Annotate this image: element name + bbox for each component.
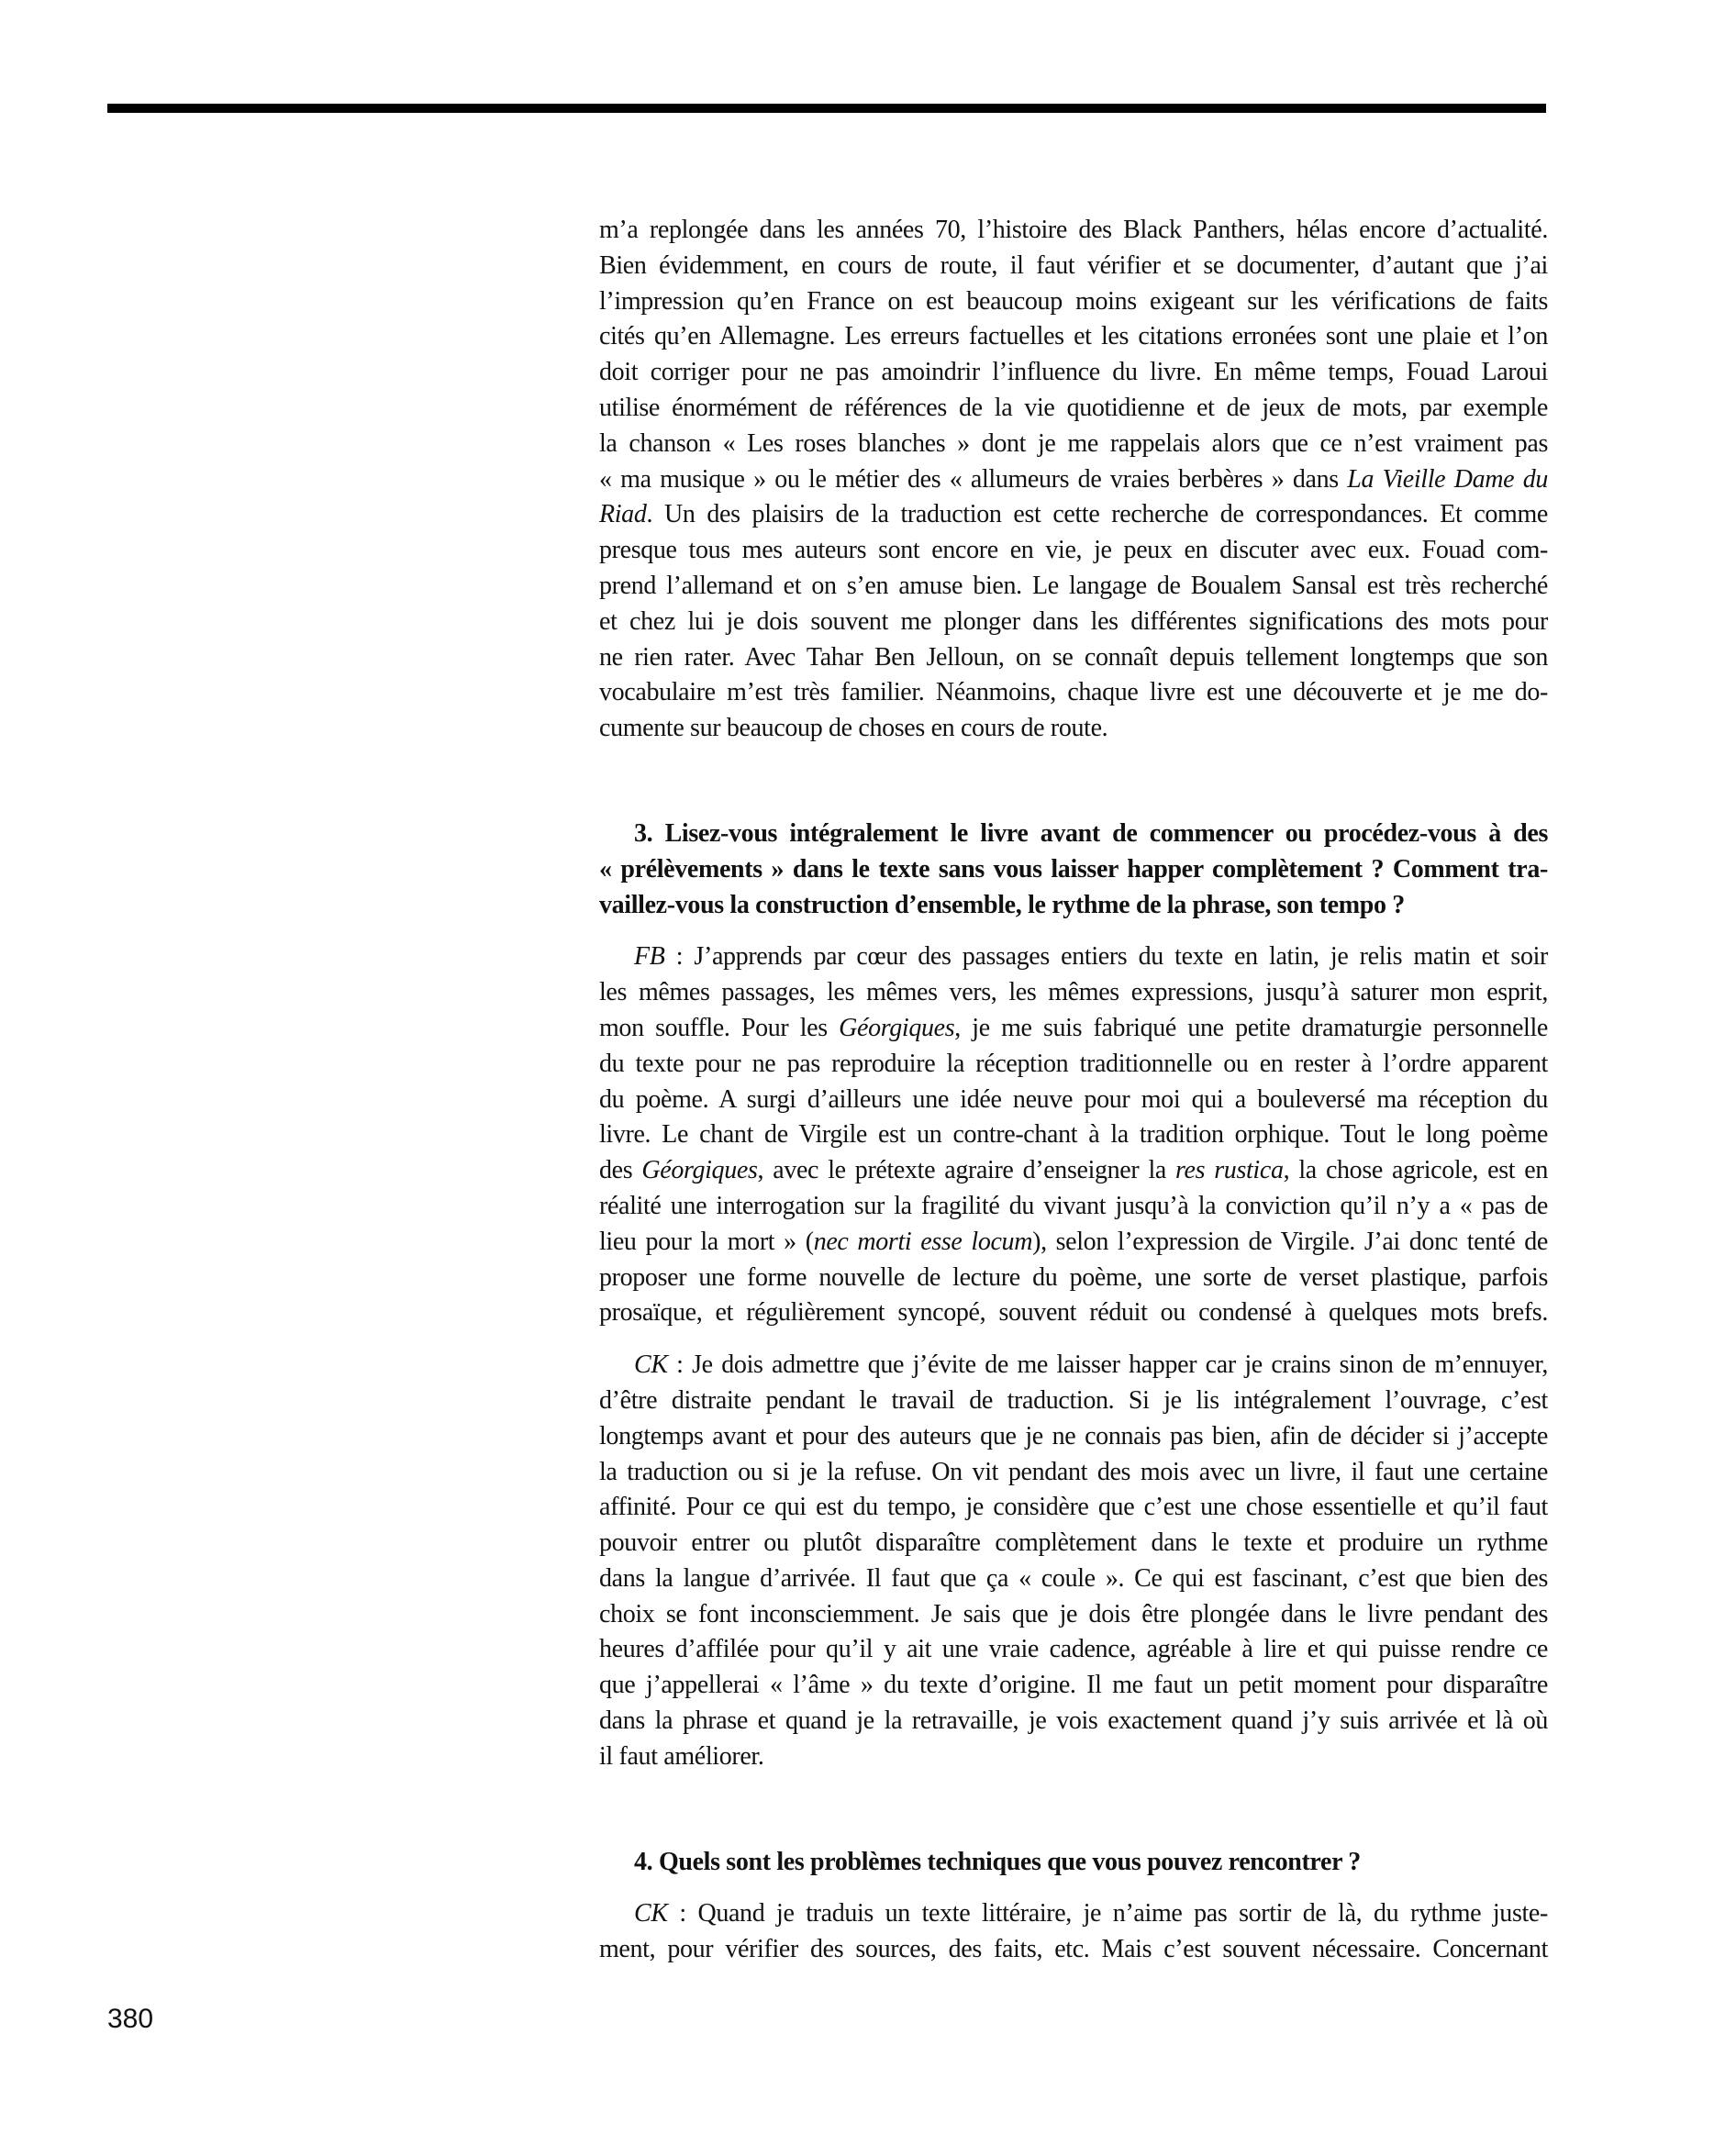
text-line [599, 1668, 1548, 1704]
italic-text: res rustica [1175, 1156, 1284, 1185]
italic-text: Riad [599, 500, 647, 529]
header-rule [107, 104, 1546, 113]
body-text: presque tous mes auteurs sont encore en vie, je peux en discuter avec eux. Fouad com- [599, 536, 1548, 565]
italic-text: Géorgiques [839, 1013, 955, 1042]
text-line [599, 1632, 1548, 1668]
italic-text: FB [634, 942, 665, 972]
text-line [599, 817, 1548, 852]
text-line [599, 1455, 1548, 1491]
paragraph [599, 213, 1548, 747]
text-line [599, 497, 1548, 533]
body-text: , la chose agricole, est en [1283, 1156, 1548, 1185]
body-text: prosaïque, et régulièrement syncopé, souvent réduit ou condensé à quelques mots brefs. [599, 1298, 1548, 1328]
body-text: vaillez-vous la construction d’ensemble, le rythme de la phrase, son tempo ? [599, 890, 1405, 919]
body-text: ), selon l’expression de Virgile. J’ai donc tenté de [1032, 1227, 1549, 1256]
page-number: 380 [107, 2004, 154, 2034]
body-text: vocabulaire m’est très familier. Néanmoins, chaque livre est une découverte et je me do- [599, 678, 1548, 707]
body-text: 3. Lisez-vous intégralement le livre avant de commencer ou procédez-vous à des [634, 818, 1548, 848]
body-text: dans la phrase et quand je la retravaille, je vois exactement quand j’y suis arrivée et là où [599, 1706, 1548, 1736]
body-text: il faut améliorer. [599, 1741, 764, 1771]
text-line [599, 284, 1548, 320]
text-line [599, 888, 1548, 924]
text-line [599, 1419, 1548, 1455]
body-text: des [599, 1156, 642, 1185]
text-line [599, 1348, 1548, 1384]
text-line [599, 640, 1548, 676]
italic-text: La Vieille Dame du [1347, 464, 1548, 494]
body-text: pouvoir entrer ou plutôt disparaître complètement dans le texte et produire un rythme [599, 1528, 1548, 1558]
paragraph [599, 1348, 1548, 1775]
italic-text: CK [634, 1350, 668, 1380]
body-text: utilise énormément de références de la vie quotidienne et de jeux de mots, par exemple [599, 393, 1548, 422]
text-line [599, 711, 1548, 747]
body-text: ne rien rater. Avec Tahar Ben Jelloun, on se connaît depuis tellement longtemps que son [599, 642, 1548, 672]
text-line [599, 852, 1548, 888]
body-text: mon souffle. Pour les [599, 1013, 840, 1042]
body-text: les mêmes passages, les mêmes vers, les mêmes expressions, jusqu’à saturer mon esprit, [599, 978, 1548, 1007]
text-line [599, 1490, 1548, 1526]
body-text: m’a replongée dans les années 70, l’histoire des Black Panthers, hélas encore d’actualité. [599, 216, 1548, 244]
text-line [599, 1047, 1548, 1083]
body-text: 4. Quels sont les problèmes techniques que vous pouvez rencontrer ? [634, 1847, 1361, 1876]
text-line [599, 1739, 1548, 1775]
body-text: du poème. A surgi d’ailleurs une idée neuve pour moi qui a bouleversé ma réception du [599, 1084, 1548, 1114]
text-line [599, 1704, 1548, 1739]
italic-text: CK [634, 1899, 668, 1928]
body-text: que j’appellerai « l’âme » du texte d’origine. Il me faut un petit moment pour disparaître [599, 1671, 1548, 1700]
body-text: d’être distraite pendant le travail de traduction. Si je lis intégralement l’ouvrage, c’est [599, 1385, 1548, 1415]
body-text: choix se font inconsciemment. Je sais que je dois être plongée dans le livre pendant des [599, 1599, 1548, 1628]
body-text: réalité une interrogation sur la fragilité du vivant jusqu’à la conviction qu’il n’y a « pas de [599, 1191, 1548, 1220]
text-line [599, 1083, 1548, 1118]
body-text: cumente sur beaucoup de choses en cours de route. [599, 714, 1108, 743]
text-line [599, 427, 1548, 462]
text-line [599, 391, 1548, 427]
body-text: Bien évidemment, en cours de route, il faut vérifier et se documenter, d’autant que j’ai [599, 250, 1548, 280]
text-line [599, 1896, 1548, 1932]
text-line [599, 1526, 1548, 1561]
text-line [599, 975, 1548, 1011]
text-line [599, 319, 1548, 355]
body-text: ment, pour vérifier des sources, des faits, etc. Mais c’est souvent nécessaire. Concernant [599, 1935, 1548, 1964]
body-text: doit corriger pour ne pas amoindrir l’influence du livre. En même temps, Fouad Laroui [599, 358, 1548, 387]
text-line [599, 1117, 1548, 1153]
paragraph [599, 1896, 1548, 1968]
body-text: : Quand je traduis un texte littéraire, je n’aime pas sortir de là, du rythme juste- [667, 1899, 1548, 1928]
body-text: « ma musique » ou le métier des « allumeurs de vraies berbères » dans [599, 464, 1348, 494]
text-line [599, 213, 1548, 249]
body-text: cités qu’en Allemagne. Les erreurs factuelles et les citations erronées sont une plaie et l’on [599, 322, 1548, 351]
paragraph [599, 939, 1548, 1331]
body-text: , je me suis fabriqué une petite dramaturgie personnelle [954, 1013, 1548, 1042]
question-heading [599, 1845, 1548, 1881]
text-line [599, 1153, 1548, 1189]
body-text: heures d’affilée pour qu’il y ait une vraie cadence, agréable à lire et qui puisse rendre ce [599, 1635, 1548, 1664]
body-text: : Je dois admettre que j’évite de me laisser happer car je crains sinon de m’ennuyer, [667, 1350, 1548, 1380]
question-heading [599, 817, 1548, 923]
body-text: « prélèvements » dans le texte sans vous laisser happer complètement ? Comment tra- [599, 854, 1548, 884]
body-text: et chez lui je dois souvent me plonger dans les différentes significations des mots pour [599, 606, 1548, 636]
text-line [599, 675, 1548, 711]
text-line [599, 569, 1548, 605]
italic-text: Géorgiques [641, 1156, 758, 1185]
text-line [599, 1932, 1548, 1968]
text-line [599, 1384, 1548, 1419]
text-line [599, 355, 1548, 391]
text-line [599, 1295, 1548, 1331]
body-text: dans la langue d’arrivée. Il faut que ça « coule ». Ce qui est fascinant, c’est que bien des [599, 1563, 1548, 1593]
text-line [599, 939, 1548, 975]
body-text: . Un des plaisirs de la traduction est cette recherche de correspondances. Et comme [646, 500, 1548, 529]
body-text: la traduction ou si je la refuse. On vit pendant des mois avec un livre, il faut une certaine [599, 1457, 1548, 1486]
body-text: la chanson « Les roses blanches » dont je me rappelais alors que ce n’est vraiment pas [599, 428, 1548, 458]
body-text: , avec le prétexte agraire d’enseigner la [757, 1156, 1176, 1185]
text-line [599, 1225, 1548, 1261]
body-text: l’impression qu’en France on est beaucoup moins exigeant sur les vérifications de faits [599, 286, 1548, 316]
text-line [599, 605, 1548, 640]
text-line [599, 1561, 1548, 1597]
body-text: affinité. Pour ce qui est du tempo, je considère que c’est une chose essentielle et qu’il faut [599, 1493, 1548, 1522]
text-line [599, 1011, 1548, 1047]
text-line [599, 462, 1548, 498]
text-line [599, 249, 1548, 284]
text-line [599, 1597, 1548, 1633]
body-text: prend l’allemand et on s’en amuse bien. Le langage de Boualem Sansal est très recherché [599, 571, 1548, 600]
body-text: du texte pour ne pas reproduire la réception traditionnelle ou en rester à l’ordre apparent [599, 1049, 1548, 1078]
text-line [599, 1189, 1548, 1225]
text-line [599, 533, 1548, 569]
text-line [599, 1261, 1548, 1296]
body-text: livre. Le chant de Virgile est un contre-chant à la tradition orphique. Tout le long poème [599, 1120, 1548, 1150]
text-column [599, 213, 1548, 1968]
body-text: proposer une forme nouvelle de lecture du poème, une sorte de verset plastique, parfois [599, 1262, 1548, 1292]
body-text: longtemps avant et pour des auteurs que je ne connais pas bien, afin de décider si j’accepte [599, 1421, 1548, 1450]
body-text: : J’apprends par cœur des passages entiers du texte en latin, je relis matin et soir [664, 942, 1548, 972]
italic-text: nec morti esse locum [813, 1227, 1033, 1256]
text-line [599, 1845, 1548, 1881]
body-text: lieu pour la mort » ( [599, 1227, 814, 1256]
